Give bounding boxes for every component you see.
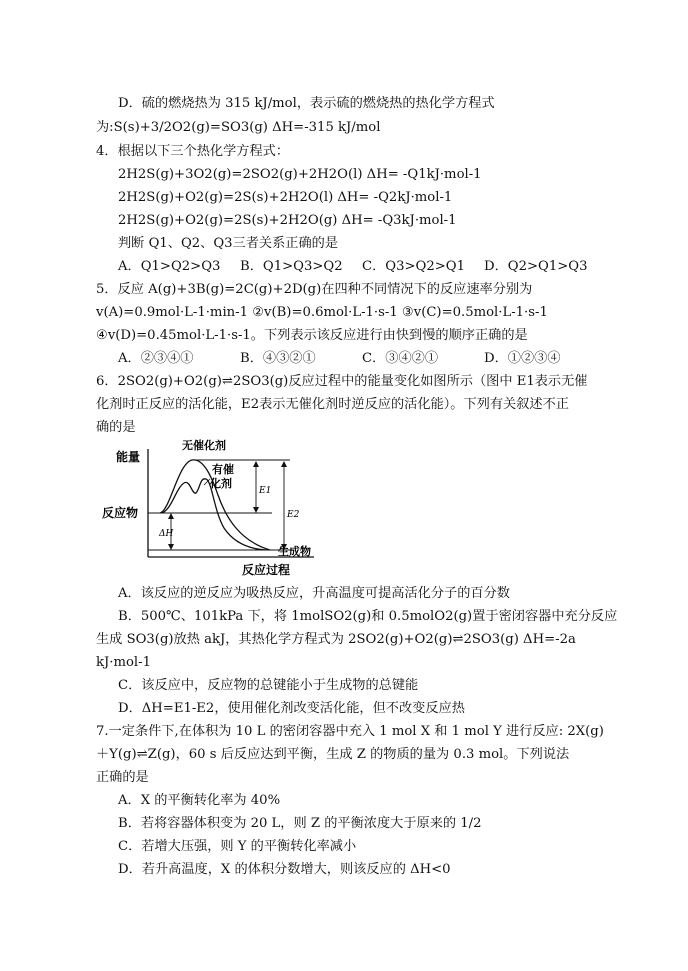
q7-option-b: B．若将容器体积变为 20 L，则 Z 的平衡浓度大于原来的 1/2 [118, 816, 482, 831]
q7-line2: ＋Y(g)⇌Z(g)，60 s 后反应达到平衡，生成 Z 的物质的量为 0.3 mol。下列说法 [96, 747, 570, 762]
q6-option-b-line3: kJ·mol-1 [96, 655, 151, 670]
q5-option-d: D．①②③④ [484, 351, 561, 366]
q4-question: 判断 Q1、Q2、Q3三者关系正确的是 [118, 236, 339, 251]
q5-line1: 5．反应 A(g)+3B(g)=2C(g)+2D(g)在四种不同情况下的反应速率分别为 [96, 282, 533, 297]
q6-option-a: A．该反应的逆反应为吸热反应，升高温度可提高活化分子的百分数 [118, 586, 510, 601]
e1-arrowhead-down [253, 507, 259, 513]
q7-line3: 正确的是 [96, 770, 149, 785]
dh-arrowhead-down [168, 544, 174, 550]
products-label: 生成物 [278, 545, 311, 558]
q6-option-b-line2: 生成 SO3(g)放热 akJ，其热化学方程式为 2SO2(g)+O2(g)⇌2SO3(g) ΔH=-2a [96, 632, 576, 647]
q7-line1: 7.一定条件下,在体积为 10 L 的密闭容器中充入 1 mol X 和 1 mol Y 进行反应: 2X(g) [96, 724, 604, 739]
q3-option-d-line1: D．硫的燃烧热为 315 kJ/mol，表示硫的燃烧热的热化学方程式 [118, 96, 495, 111]
q7-option-a: A．X 的平衡转化率为 40% [118, 793, 281, 808]
q6-option-d: D．ΔH=E1-E2，使用催化剂改变活化能，但不改变反应热 [118, 701, 465, 716]
q6-option-b-line1: B．500℃、101kPa 下，将 1molSO2(g)和 0.5molO2(g)置于密闭容器中充分反应 [118, 609, 618, 624]
q6-line2: 化剂时正反应的活化能，E2表示无催化剂时逆反应的活化能）。下列有关叙述不正 [96, 397, 569, 412]
q5-option-c: C．③④②① [362, 351, 439, 366]
q4-options [118, 258, 587, 276]
catalyst-label-2: 化剂 [210, 477, 232, 490]
q6-option-c: C．该反应中，反应物的总键能小于生成物的总键能 [118, 678, 419, 693]
q3-option-d-line2: 为:S(s)+3/2O2(g)=SO3(g) ΔH=-315 kJ/mol [96, 120, 381, 135]
e2-arrowhead-up [281, 461, 287, 467]
energy-profile-diagram [100, 433, 320, 578]
q6-line1: 6．2SO2(g)+O2(g)⇌2SO3(g)反应过程中的能量变化如图所示（图中 E1表示无催 [96, 374, 588, 389]
q4-option-d: D．Q2>Q1>Q3 [484, 259, 588, 274]
q5-line2: v(A)=0.9mol·L-1·min-1 ②v(B)=0.6mol·L-1·s-1 ③v(C)=0.5mol·L-1·s-1 [96, 305, 548, 320]
q4-equation-1: 2H2S(g)+3O2(g)=2SO2(g)+2H2O(l) ΔH= -Q1kJ·mol-1 [118, 167, 482, 182]
e1-arrowhead-up [253, 461, 259, 467]
q4-option-a: A．Q1>Q2>Q3 [118, 259, 221, 274]
e1-label: E1 [259, 486, 272, 496]
q6-line3: 确的是 [96, 420, 136, 435]
q7-option-d: D．若升高温度，X 的体积分数增大，则该反应的 ΔH<0 [118, 862, 451, 877]
no-catalyst-label: 无催化剂 [182, 439, 226, 452]
q4-option-c: C．Q3>Q2>Q1 [362, 259, 465, 274]
reactants-label: 反应物 [102, 506, 139, 520]
q5-option-b: B．④③②① [240, 351, 316, 366]
catalyst-label-1: 有催 [212, 463, 234, 476]
q4-option-b: B．Q1>Q3>Q2 [240, 259, 343, 274]
dh-label: ΔH [159, 529, 174, 539]
q4-stem: 4．根据以下三个热化学方程式： [96, 144, 290, 159]
q4-equation-2: 2H2S(g)+O2(g)=2S(s)+2H2O(l) ΔH= -Q2kJ·mol-1 [118, 190, 453, 205]
q4-equation-3: 2H2S(g)+O2(g)=2S(s)+2H2O(g) ΔH= -Q3kJ·mol-1 [118, 213, 457, 228]
dh-arrowhead-up [168, 513, 174, 519]
q7-option-c: C．若增大压强，则 Y 的平衡转化率减小 [118, 839, 357, 854]
diagram-xlabel: 反应过程 [242, 563, 291, 577]
q5-line3: ④v(D)=0.45mol·L-1·s-1。下列表示该反应进行由快到慢的顺序正确的是 [96, 328, 528, 343]
q5-option-a: A．②③④① [118, 351, 194, 366]
q5-options [118, 350, 561, 368]
diagram-ylabel: 能量 [116, 450, 141, 464]
e2-label: E2 [287, 510, 300, 520]
